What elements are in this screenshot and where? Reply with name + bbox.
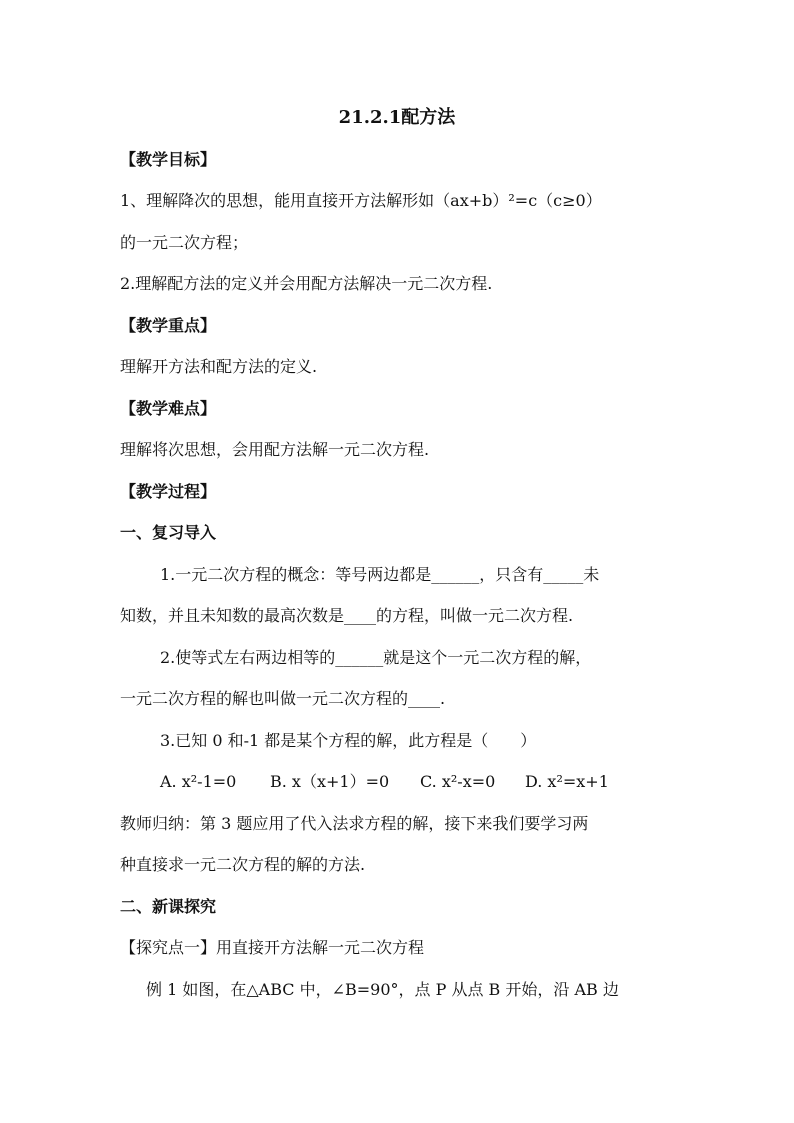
option-a: A. x²-1=0	[160, 772, 237, 791]
process-heading: 【教学过程】	[120, 482, 217, 501]
option-b: B. x（x+1）=0	[270, 772, 390, 791]
option-c: C. x²-x=0	[420, 772, 496, 791]
question-2-line-1: 2.使等式左右两边相等的______就是这个一元二次方程的解，	[160, 648, 592, 667]
focus-text: 理解开方法和配方法的定义.	[120, 357, 318, 376]
explore-point-1: 【探究点一】用直接开方法解一元二次方程	[120, 938, 425, 957]
page-title: 21.2.1配方法	[338, 107, 456, 128]
example-1: 例 1 如图，在△ABC 中，∠B=90°，点 P 从点 B 开始，沿 AB 边	[146, 980, 619, 999]
new-lesson-heading: 二、新课探究	[120, 897, 217, 916]
summary-line-2: 种直接求一元二次方程的解的方法.	[120, 855, 366, 874]
question-3: 3.已知 0 和-1 都是某个方程的解，此方程是（ ）	[160, 731, 537, 750]
goal-1-line-1: 1、理解降次的思想，能用直接开方法解形如（ax+b）²=c（c≥0）	[120, 191, 602, 210]
option-d: D. x²=x+1	[525, 772, 609, 791]
question-3-options	[160, 770, 609, 794]
question-1-line-2: 知数，并且未知数的最高次数是____的方程，叫做一元二次方程.	[120, 606, 574, 625]
difficulty-text: 理解将次思想，会用配方法解一元二次方程.	[120, 440, 430, 459]
focus-heading: 【教学重点】	[120, 316, 217, 335]
goal-1-line-2: 的一元二次方程；	[120, 233, 249, 252]
difficulty-heading: 【教学难点】	[120, 399, 217, 418]
question-1-line-1: 1.一元二次方程的概念：等号两边都是______，只含有_____未	[160, 565, 600, 584]
goals-heading: 【教学目标】	[120, 150, 217, 169]
review-heading: 一、复习导入	[120, 523, 217, 542]
question-2-line-2: 一元二次方程的解也叫做一元二次方程的____.	[120, 689, 446, 708]
goal-2: 2.理解配方法的定义并会用配方法解决一元二次方程.	[120, 274, 493, 293]
summary-line-1: 教师归纳：第 3 题应用了代入法求方程的解，接下来我们要学习两	[120, 814, 589, 833]
